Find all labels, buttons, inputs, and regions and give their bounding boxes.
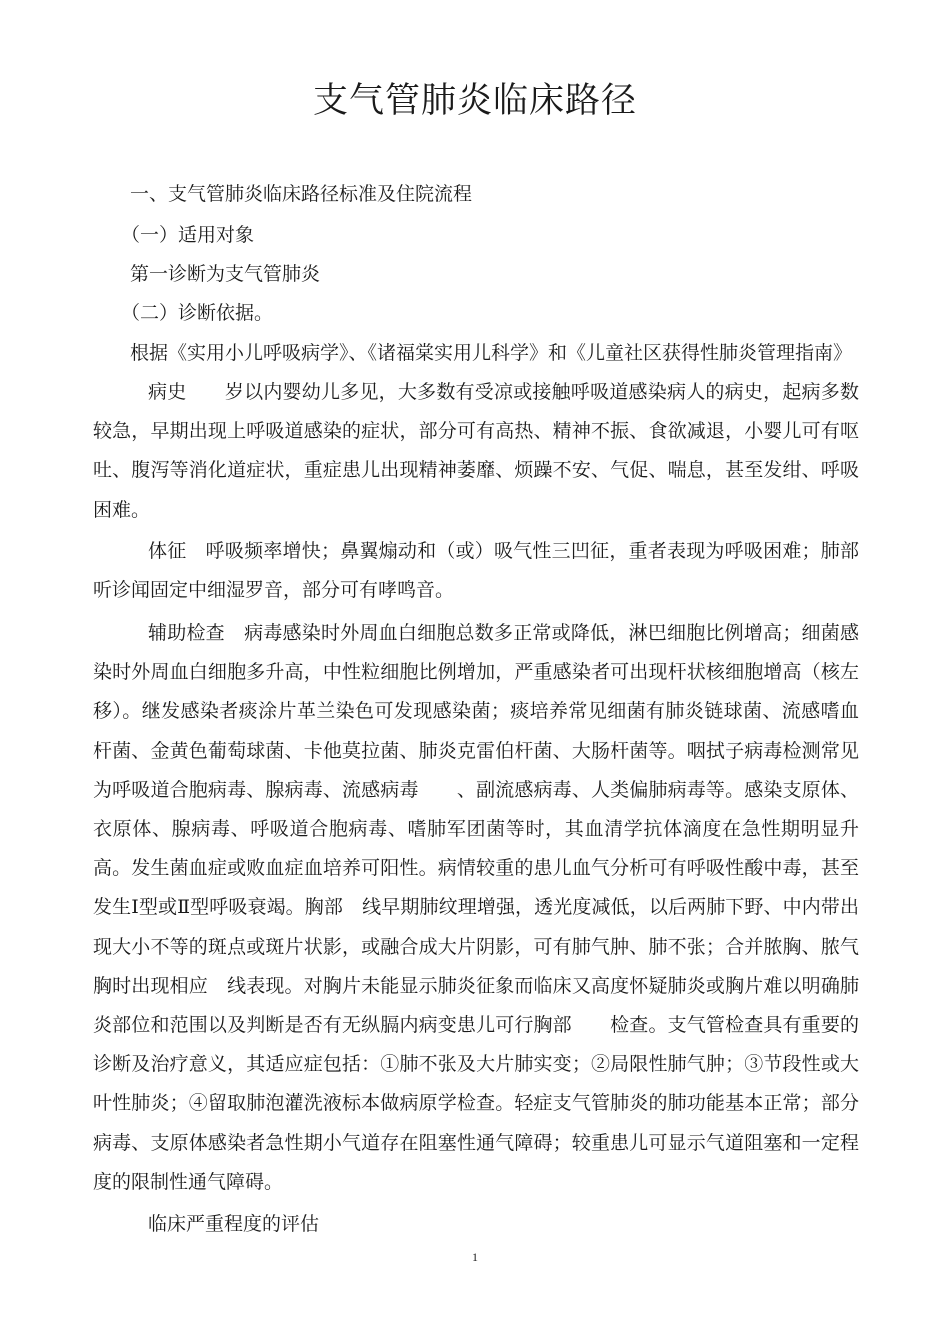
subsection-heading-applicable: （一）适用对象: [121, 224, 255, 246]
section-heading: 一、支气管肺炎临床路径标准及住院流程: [130, 183, 473, 205]
history-paragraph: 病史 岁以内婴幼儿多见，大多数有受凉或接触呼吸道感染病人的病史，起病多数较急，早期出现上呼吸道感染的症状，部分可有高热、精神不振、食欲减退，小婴儿可有呕吐、腹泻等消化道症状，重症患儿出现精神萎靡、烦躁不安、气促、喘息，甚至发绀、呼吸困难。: [93, 381, 859, 521]
severity-heading: 临床严重程度的评估: [148, 1213, 320, 1235]
document-title: 支气管肺炎临床路径: [312, 81, 637, 121]
signs-paragraph: 体征 呼吸频率增快；鼻翼煽动和（或）吸气性三凹征，重者表现为呼吸困难；肺部听诊闻固定中细湿罗音，部分可有哮鸣音。: [93, 540, 859, 602]
first-diagnosis-text: 第一诊断为支气管肺炎: [130, 263, 321, 285]
auxiliary-exam-paragraph: 辅助检查 病毒感染时外周血白细胞总数多正常或降低，淋巴细胞比例增高；细菌感染时外周血白细胞多升高，中性粒细胞比例增加，严重感染者可出现杆状核细胞增高（核左移）。继发感染者痰涂片革兰染色可发现感染菌；痰培养常见细菌有肺炎链球菌、流感嗜血杆菌、金黄色葡萄球菌、卡他莫拉菌、肺炎克雷伯杆菌、大肠杆菌等。咽拭子病毒检测常见为呼吸道合胞病毒、腺病毒、流感病毒 、副流感病毒、人类偏肺病毒等。感染支原体、衣原体、腺病毒、呼吸道合胞病毒、嗜肺军团菌等时，其血清学抗体滴度在急性期明显升高。发生菌血症或败血症血培养可阳性。病情较重的患儿血气分析可有呼吸性酸中毒，甚至发生Ⅰ型或Ⅱ型呼吸衰竭。胸部 线早期肺纹理增强，透光度减低，以后两肺下野、中内带出现大小不等的斑点或斑片状影，或融合成大片阴影，可有肺气肿、肺不张；合并脓胸、脓气胸时出现相应 线表现。对胸片未能显示肺炎征象而临床又高度怀疑肺炎或胸片难以明确肺炎部位和范围以及判断是否有无纵膈内病变患儿可行胸部 检查。支气管检查具有重要的诊断及治疗意义，其适应症包括：①肺不张及大片肺实变；②局限性肺气肿；③节段性或大叶性肺炎；④留取肺泡灌洗液标本做病原学检查。轻症支气管肺炎的肺功能基本正常；部分病毒、支原体感染者急性期小气道存在阻塞性通气障碍；较重患儿可显示气道阻塞和一定程度的限制性通气障碍。: [93, 622, 859, 1193]
diagnosis-basis-text: 根据《实用小儿呼吸病学》、《诸福棠实用儿科学》和《儿童社区获得性肺炎管理指南》: [130, 342, 853, 364]
page-number: 1: [472, 1250, 478, 1264]
subsection-heading-diagnosis: （二）诊断依据。: [121, 302, 274, 324]
